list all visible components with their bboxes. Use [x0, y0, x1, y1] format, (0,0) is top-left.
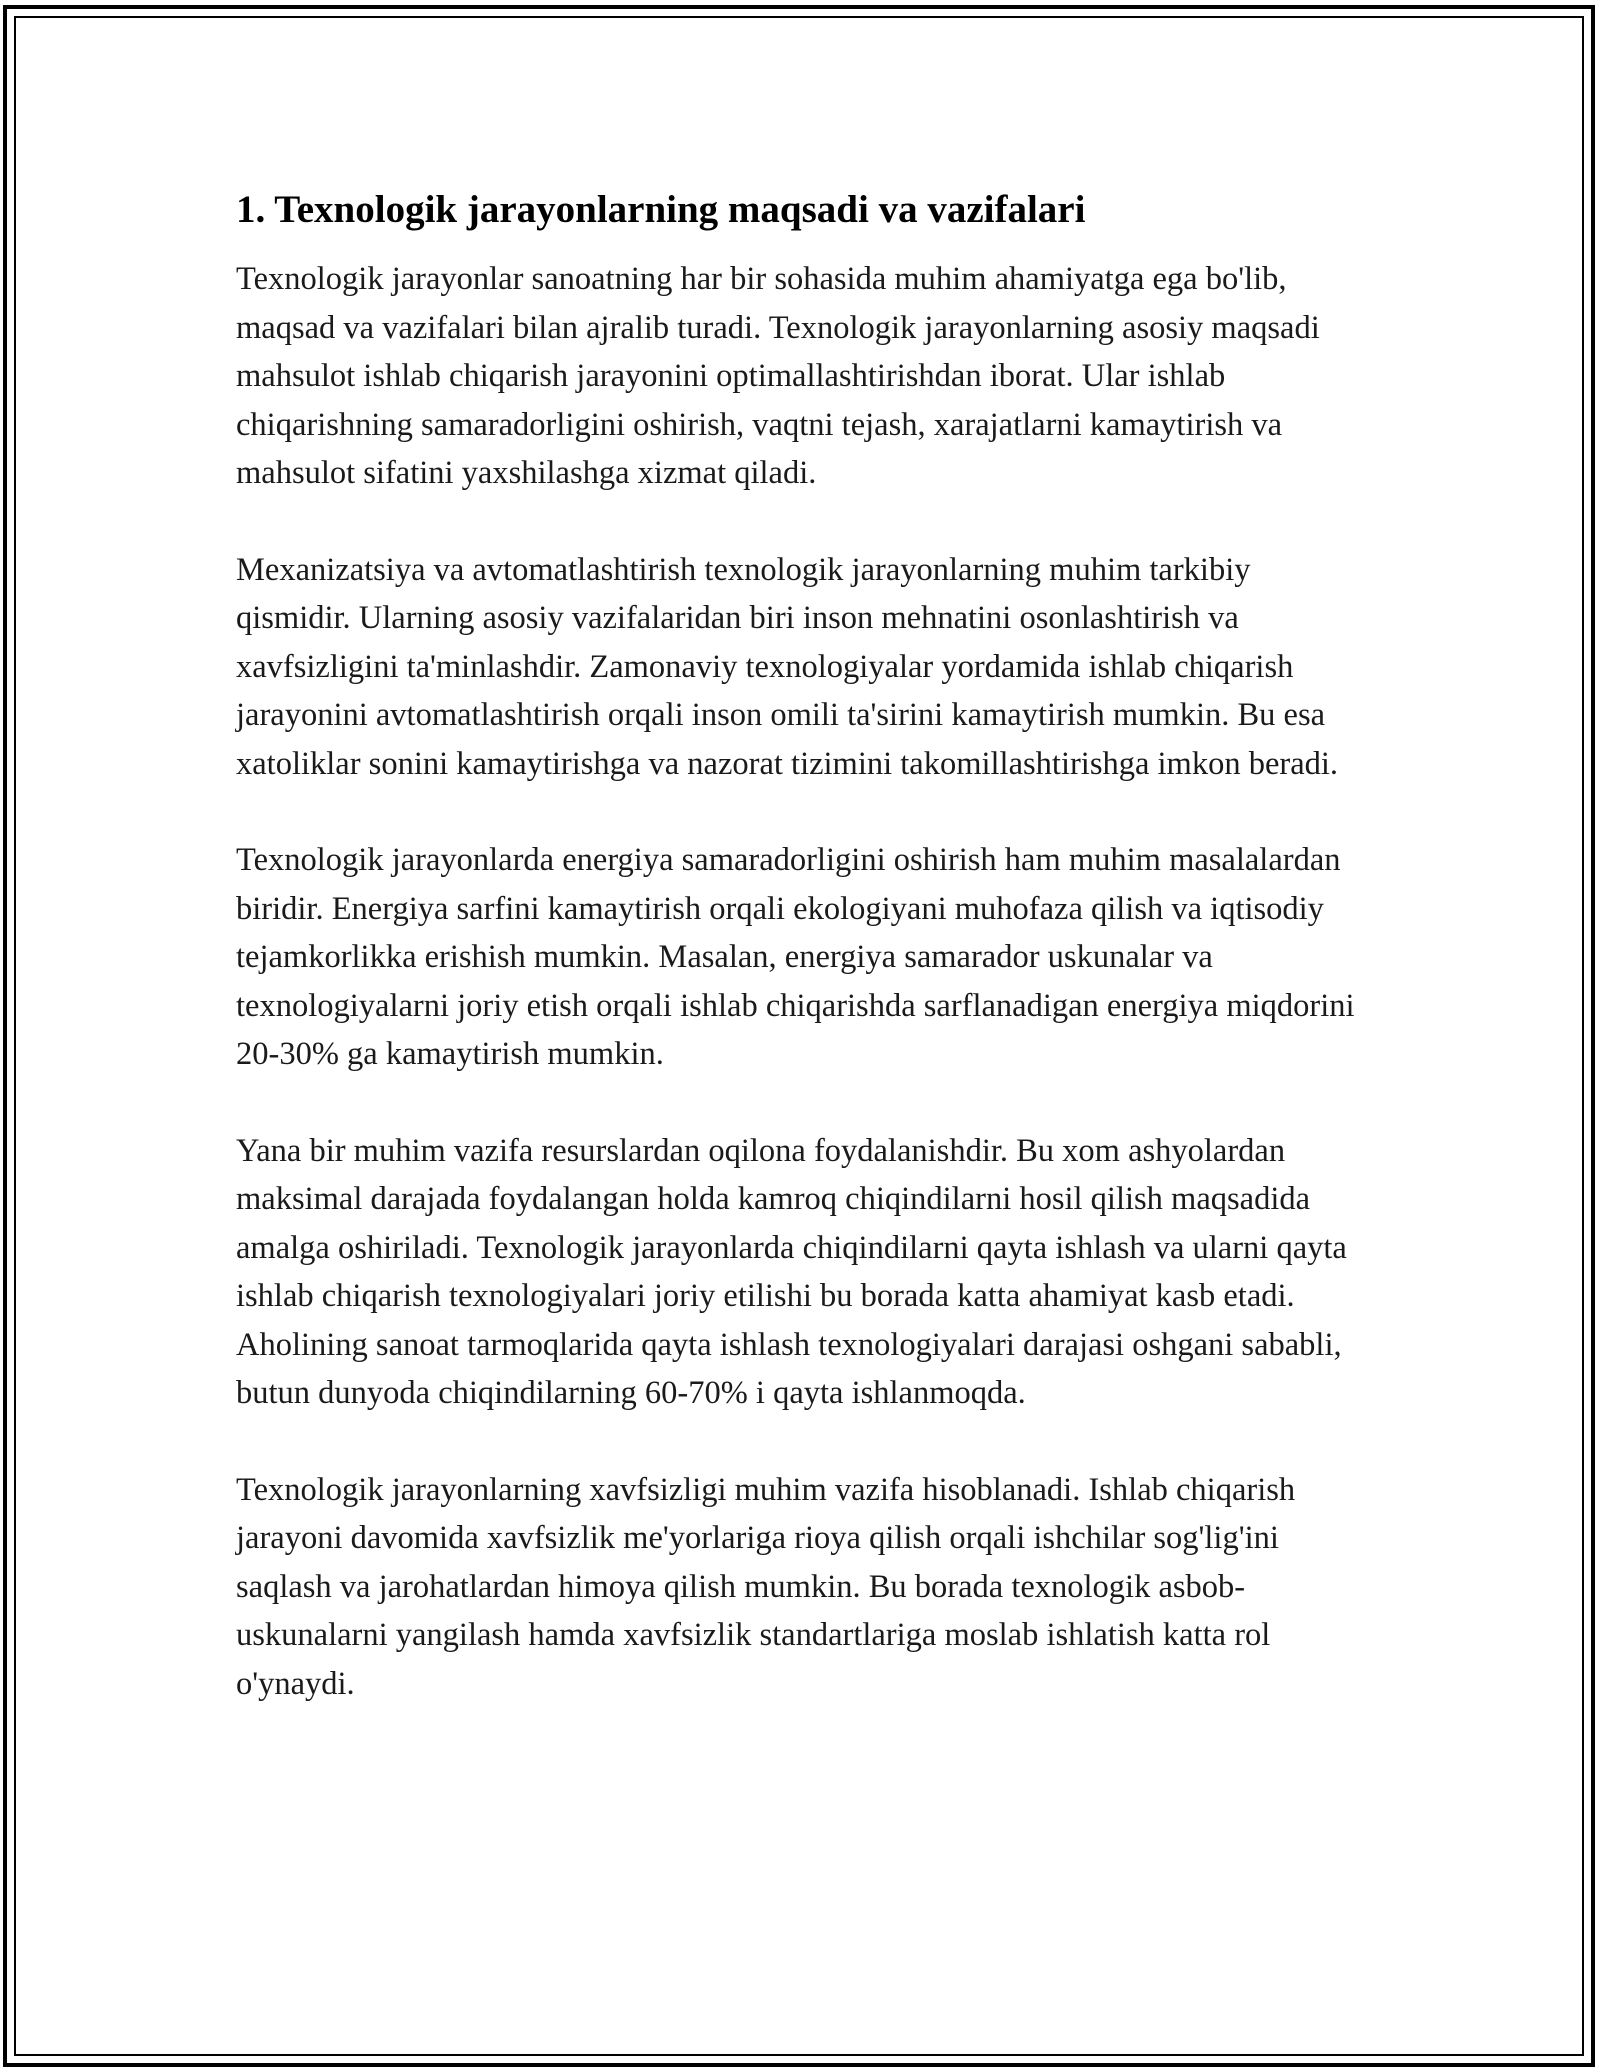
paragraph: Texnologik jarayonlarning xavfsizligi muhim vazifa hisoblanadi. Ishlab chiqarish jarayoni davomida xavfsizlik me'yorlariga rioya qilish orqali ishchilar sog'lig'ini saqlash va jarohatlardan himoya qilish mumkin. Bu borada texnologik asbob-uskunalarni yangilash hamda xavfsizlik standartlariga moslab ishlatish katta rol o'ynaydi. [236, 1471, 1296, 1702]
paragraph: Texnologik jarayonlar sanoatning har bir sohasida muhim ahamiyatga ega bo'lib, maqsad va vazifalari bilan ajralib turadi. Texnologik jarayonlarning asosiy maqsadi mahsulot ishlab chiqarish jarayonini optimallashtirishdan iborat. Ular ishlab chiqarishning samaradorligini oshirish, vaqtni tejash, xarajatlarni kamaytirish va mahsulot sifatini yaxshilashga xizmat qiladi. [236, 261, 1320, 491]
paragraph: Mexanizatsiya va avtomatlashtirish texnologik jarayonlarning muhim tarkibiy qismidir. Ularning asosiy vazifalaridan biri inson mehnatini osonlashtirish va xavfsizligini ta'minlashdir. Zamonaviy texnologiyalar yordamida ishlab chiqarish jarayonini avtomatlashtirish orqali inson omili ta'sirini kamaytirish mumkin. Bu esa xatoliklar sonini kamaytirishga va nazorat tizimini takomillashtirishga imkon beradi. [236, 551, 1339, 782]
section-heading: 1. Texnologik jarayonlarning maqsadi va vazifalari [236, 188, 1086, 231]
document-body [236, 185, 1366, 1756]
paragraph: Yana bir muhim vazifa resurslardan oqilona foydalanishdir. Bu xom ashyolardan maksimal darajada foydalangan holda kamroq chiqindilarni hosil qilish maqsadida amalga oshiriladi. Texnologik jarayonlarda chiqindilarni qayta ishlash va ularni qayta ishlab chiqarish texnologiyalari joriy etilishi bu borada katta ahamiyat kasb etadi. Aholining sanoat tarmoqlarida qayta ishlash texnologiyalari darajasi oshgani sababli, butun dunyoda chiqindilarning 60-70% i qayta ishlanmoqda. [236, 1132, 1347, 1411]
paragraph: Texnologik jarayonlarda energiya samaradorligini oshirish ham muhim masalalardan biridir. Energiya sarfini kamaytirish orqali ekologiyani muhofaza qilish va iqtisodiy tejamkorlikka erishish mumkin. Masalan, energiya samarador uskunalar va texnologiyalarni joriy etish orqali ishlab chiqarishda sarflanadigan energiya miqdorini 20-30% ga kamaytirish mumkin. [236, 842, 1355, 1072]
